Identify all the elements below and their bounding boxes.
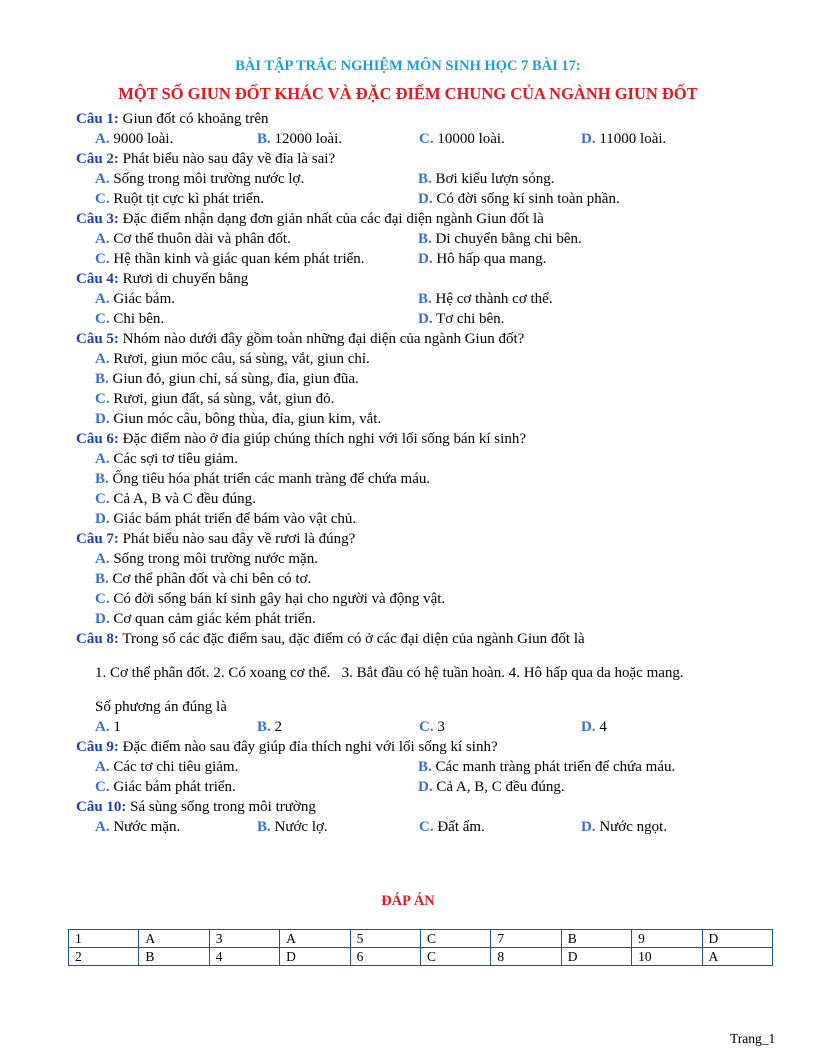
option-b: B. Nước lợ. xyxy=(257,819,328,835)
option-c: C. Giác bám phát triển. xyxy=(95,779,236,795)
question-number: Câu 4: xyxy=(76,271,119,287)
option-a: A. Cơ thể thuôn dài và phân đốt. xyxy=(95,231,291,247)
option-b: B. 2 xyxy=(257,719,283,735)
option-c: C. Rươi, giun đất, sá sùng, vắt, giun đỏ. xyxy=(95,391,335,407)
question-number: Câu 7: xyxy=(76,531,119,547)
question-text: Đặc điểm nhận dạng đơn giản nhất của các đại diện ngành Giun đốt là xyxy=(122,211,544,227)
question-text: Rươi di chuyển bằng xyxy=(122,271,249,287)
option-b: B. Các manh tràng phát triển để chứa máu. xyxy=(418,759,676,775)
option-b: B. Cơ thể phân đốt và chi bên có tơ. xyxy=(95,571,312,587)
option-c: C. Ruột tịt cực kì phát triển. xyxy=(95,191,264,207)
question-text: Đặc điểm nào sau đây giúp đỉa thích nghi với lối sống kí sinh? xyxy=(122,739,498,755)
table-cell: 7 xyxy=(491,930,561,948)
table-cell: 8 xyxy=(491,948,561,966)
table-cell: B xyxy=(139,948,209,966)
table-cell: C xyxy=(420,930,490,948)
option-d: D. 11000 loài. xyxy=(581,131,667,147)
question-list xyxy=(76,109,786,837)
option-d: D. 4 xyxy=(581,719,607,735)
question-subprompt: Số phương án đúng là xyxy=(95,699,227,715)
question-4 xyxy=(76,269,786,329)
table-cell: 4 xyxy=(209,948,279,966)
table-cell: D xyxy=(702,930,772,948)
option-c: C. Hệ thần kinh và giác quan kém phát triển. xyxy=(95,251,365,267)
question-1 xyxy=(76,109,786,149)
question-number: Câu 5: xyxy=(76,331,119,347)
document-subtitle: MỘT SỐ GIUN ĐỐT KHÁC VÀ ĐẶC ĐIỂM CHUNG CỦA NGÀNH GIUN ĐỐT xyxy=(118,84,698,103)
option-b: B. Hệ cơ thành cơ thể. xyxy=(418,291,553,307)
option-d: D. Nước ngọt. xyxy=(581,819,668,835)
question-text: Sá sùng sống trong môi trường xyxy=(130,799,316,815)
question-number: Câu 9: xyxy=(76,739,119,755)
answer-key-title: ĐÁP ÁN xyxy=(381,893,435,909)
question-number: Câu 6: xyxy=(76,431,119,447)
option-b: B. 12000 loài. xyxy=(257,131,343,147)
table-cell: 10 xyxy=(632,948,702,966)
option-c: C. Cả A, B và C đều đúng. xyxy=(95,491,256,507)
option-d: D. Tơ chi bên. xyxy=(418,311,505,327)
option-a: A. Giác bám. xyxy=(95,291,175,307)
table-cell: D xyxy=(561,948,631,966)
document-title: BÀI TẬP TRẮC NGHIỆM MÔN SINH HỌC 7 BÀI 17: xyxy=(235,58,581,74)
option-a: A. Rươi, giun móc câu, sá sùng, vắt, giun chỉ. xyxy=(95,351,370,367)
question-2 xyxy=(76,149,786,209)
option-b: B. Giun đỏ, giun chỉ, sá sùng, đỉa, giun đũa. xyxy=(95,371,359,387)
option-a: A. Các tơ chi tiêu giảm. xyxy=(95,759,239,775)
question-text: Trong số các đặc điểm sau, đặc điểm có ở các đại diện của ngành Giun đốt là xyxy=(122,631,585,647)
question-number: Câu 8: xyxy=(76,631,119,647)
option-b: B. Bơi kiểu lượn sóng. xyxy=(418,171,555,187)
option-d: D. Có đời sống kí sinh toàn phần. xyxy=(418,191,620,207)
option-a: A. Sống trong môi trường nước mặn. xyxy=(95,551,318,567)
question-text: Nhóm nào dưới đây gồm toàn những đại diện của ngành Giun đốt? xyxy=(122,331,525,347)
option-a: A. 9000 loài. xyxy=(95,131,174,147)
table-cell: D xyxy=(280,948,350,966)
question-text: Đặc điểm nào ở đỉa giúp chúng thích nghi với lối sống bán kí sinh? xyxy=(122,431,526,447)
question-7 xyxy=(76,529,786,629)
option-c: C. Đất ẩm. xyxy=(419,819,485,835)
question-6 xyxy=(76,429,786,529)
option-c: C. 3 xyxy=(419,719,445,735)
answer-key-table xyxy=(68,929,773,966)
question-text: Phát biểu nào sau đây về đỉa là sai? xyxy=(122,151,336,167)
question-text: Phát biểu nào sau đây về rươi là đúng? xyxy=(122,531,356,547)
page-number: Trang_1 xyxy=(730,1031,776,1046)
question-number: Câu 3: xyxy=(76,211,119,227)
table-cell: 6 xyxy=(350,948,420,966)
table-row xyxy=(69,930,773,948)
option-d: D. Cả A, B, C đều đúng. xyxy=(418,779,565,795)
option-c: C. 10000 loài. xyxy=(419,131,505,147)
option-d: D. Giác bám phát triển để bám vào vật chủ. xyxy=(95,511,357,527)
option-d: D. Hô hấp qua mang. xyxy=(418,251,547,267)
option-d: D. Cơ quan cảm giác kém phát triển. xyxy=(95,611,316,627)
table-cell: 9 xyxy=(632,930,702,948)
table-cell: 1 xyxy=(69,930,139,948)
option-a: A. 1 xyxy=(95,719,121,735)
table-row xyxy=(69,948,773,966)
question-number: Câu 1: xyxy=(76,111,119,127)
table-cell: A xyxy=(280,930,350,948)
option-c: C. Có đời sống bán kí sinh gây hại cho người và động vật. xyxy=(95,591,446,607)
question-text: Giun đốt có khoảng trên xyxy=(122,111,269,127)
table-cell: 3 xyxy=(209,930,279,948)
table-cell: A xyxy=(702,948,772,966)
option-b: B. Di chuyển bằng chi bên. xyxy=(418,231,582,247)
question-9 xyxy=(76,737,786,797)
table-cell: A xyxy=(139,930,209,948)
option-b: B. Ống tiêu hóa phát triển các manh tràng để chứa máu. xyxy=(95,471,431,487)
table-cell: B xyxy=(561,930,631,948)
question-number: Câu 10: xyxy=(76,799,127,815)
question-5 xyxy=(76,329,786,429)
question-number: Câu 2: xyxy=(76,151,119,167)
question-3 xyxy=(76,209,786,269)
option-d: D. Giun móc câu, bông thùa, đỉa, giun kim, vắt. xyxy=(95,411,382,427)
question-statements: 1. Cơ thể phân đốt. 2. Có xoang cơ thể. 3. Bắt đầu có hệ tuần hoàn. 4. Hô hấp qua da hoặc mang. xyxy=(95,665,684,681)
table-cell: 2 xyxy=(69,948,139,966)
table-cell: 5 xyxy=(350,930,420,948)
option-a: A. Các sợi tơ tiêu giảm. xyxy=(95,451,238,467)
question-10 xyxy=(76,797,786,837)
option-c: C. Chi bên. xyxy=(95,311,165,327)
question-8 xyxy=(76,629,786,737)
option-a: A. Sống trong môi trường nước lợ. xyxy=(95,171,305,187)
table-cell: C xyxy=(420,948,490,966)
option-a: A. Nước mặn. xyxy=(95,819,181,835)
